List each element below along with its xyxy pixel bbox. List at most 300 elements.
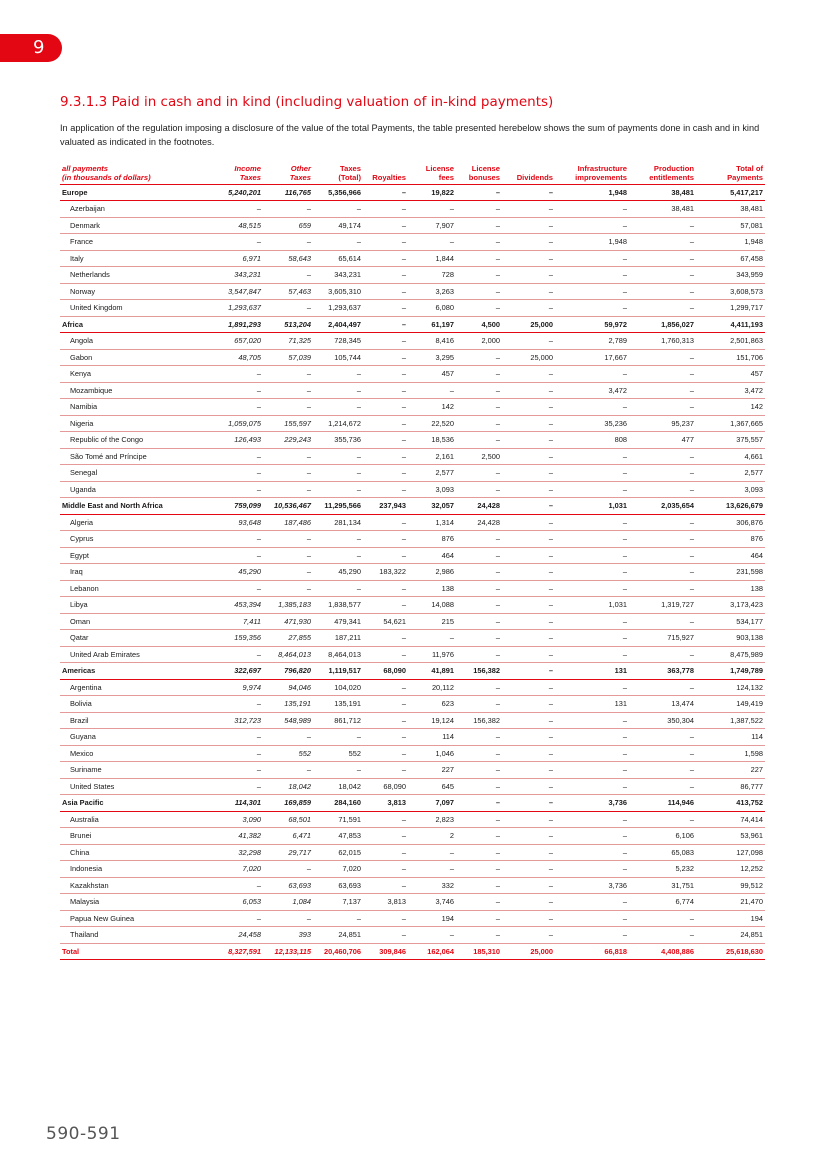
table-cell: – — [401, 303, 406, 312]
table-cell: 2,404,497 — [328, 319, 361, 329]
table-cell: 343,231 — [234, 270, 261, 279]
table-cell: 94,046 — [288, 682, 311, 692]
table-cell: 3,547,847 — [228, 286, 261, 296]
table-cell: – — [548, 336, 553, 345]
header-line-1: Production — [653, 163, 694, 173]
table-cell: 343,959 — [736, 270, 763, 279]
row-label: Papua New Guinea — [70, 913, 135, 923]
table-cell: – — [356, 534, 361, 543]
table-cell: 131 — [614, 666, 627, 675]
table-cell: – — [622, 270, 627, 279]
table-cell: 1,838,577 — [328, 600, 361, 609]
row-label: Netherlands — [70, 270, 110, 279]
row-label: Bolivia — [70, 699, 92, 708]
table-cell: – — [401, 715, 406, 725]
table-cell: 187,486 — [284, 517, 311, 527]
table-row — [60, 465, 765, 482]
table-cell: 796,820 — [284, 666, 311, 675]
table-cell: 114,946 — [667, 798, 694, 807]
table-cell: – — [495, 765, 500, 774]
table-cell: – — [622, 913, 627, 923]
table-cell: – — [622, 633, 627, 642]
table-cell: – — [401, 814, 406, 824]
header-line-2: entitlements — [649, 172, 694, 182]
table-cell: 24,851 — [338, 930, 361, 939]
table-row — [60, 366, 765, 383]
table-cell: – — [548, 748, 553, 758]
table-cell: 552 — [298, 748, 311, 758]
table-cell: – — [622, 831, 627, 840]
table-cell: 53,961 — [740, 831, 763, 840]
table-cell: – — [306, 204, 311, 213]
table-cell: – — [401, 336, 406, 345]
region-row — [60, 184, 765, 201]
row-label: Malaysia — [70, 897, 100, 906]
table-cell: – — [401, 204, 406, 213]
table-cell: – — [622, 583, 627, 593]
table-cell: – — [689, 517, 694, 527]
table-cell: 1,059,075 — [228, 418, 261, 428]
table-cell: – — [622, 369, 627, 378]
table-cell: – — [548, 567, 553, 576]
table-cell: – — [256, 385, 261, 395]
header-line-1: Taxes — [340, 163, 361, 173]
table-cell: – — [689, 649, 694, 659]
chapter-badge: 9 — [0, 34, 62, 62]
table-cell: 48,515 — [238, 220, 261, 230]
table-cell: 183,322 — [379, 567, 406, 576]
table-cell: 8,475,989 — [730, 649, 763, 659]
table-row — [60, 564, 765, 581]
table-cell: 41,891 — [431, 666, 454, 675]
table-cell: – — [622, 649, 627, 659]
row-label: Senegal — [70, 468, 98, 477]
table-cell: 151,706 — [736, 352, 763, 362]
table-cell: – — [548, 831, 553, 840]
table-cell: – — [401, 369, 406, 378]
table-cell: 86,777 — [740, 781, 763, 791]
table-cell: – — [495, 385, 500, 395]
table-row — [60, 861, 765, 878]
table-row — [60, 415, 765, 432]
row-label: Norway — [70, 286, 96, 296]
table-cell: – — [306, 583, 311, 593]
row-label: United Arab Emirates — [70, 649, 140, 659]
table-cell: – — [401, 649, 406, 659]
table-cell: 99,512 — [740, 880, 763, 890]
table-cell: 1,214,672 — [328, 418, 361, 428]
row-label: Oman — [70, 616, 91, 626]
table-cell: 31,751 — [671, 880, 694, 890]
table-cell: 5,232 — [675, 864, 694, 873]
table-cell: – — [401, 748, 406, 758]
table-cell: 759,099 — [234, 501, 261, 510]
table-cell: – — [306, 765, 311, 774]
table-cell: – — [622, 303, 627, 312]
row-label: Asia Pacific — [62, 798, 104, 807]
table-row — [60, 877, 765, 894]
table-row — [60, 613, 765, 630]
table-cell: 6,471 — [292, 831, 311, 840]
table-cell: – — [356, 583, 361, 593]
table-cell: 20,112 — [431, 682, 454, 692]
table-row — [60, 234, 765, 251]
table-cell: – — [548, 715, 553, 725]
table-cell: 659 — [298, 220, 311, 230]
row-label: Algeria — [70, 517, 94, 527]
table-cell: 20,460,706 — [324, 946, 361, 956]
table-cell: – — [401, 352, 406, 362]
table-cell: – — [495, 534, 500, 543]
table-cell: 645 — [441, 781, 454, 791]
payments-table — [60, 162, 765, 960]
table-row — [60, 762, 765, 779]
table-cell: – — [495, 798, 500, 807]
table-cell: – — [495, 814, 500, 824]
table-cell: – — [401, 600, 406, 609]
table-cell: 1,031 — [608, 501, 627, 510]
table-cell: – — [449, 385, 454, 395]
table-cell: – — [548, 583, 553, 593]
table-row — [60, 448, 765, 465]
table-cell: 1,299,717 — [730, 303, 763, 312]
table-cell: – — [689, 237, 694, 246]
table-cell: – — [356, 402, 361, 411]
table-cell: – — [689, 616, 694, 626]
table-cell: – — [548, 187, 553, 197]
table-cell: – — [256, 550, 261, 560]
header-line-2: Royalties — [372, 172, 406, 182]
table-row — [60, 927, 765, 944]
table-cell: 363,778 — [667, 666, 694, 675]
table-cell: – — [401, 583, 406, 593]
table-cell: 3,605,310 — [328, 286, 361, 296]
table-cell: 2,789 — [608, 336, 627, 345]
table-cell: 1,948 — [744, 237, 763, 246]
header-line-2: Payments — [727, 172, 763, 182]
table-cell: 7,020 — [342, 864, 361, 873]
table-cell: 63,693 — [338, 880, 361, 890]
table-cell: 284,160 — [334, 798, 361, 807]
table-cell: – — [548, 633, 553, 642]
table-cell: 116,765 — [284, 187, 311, 197]
header-line-2: improvements — [575, 172, 627, 182]
table-cell: – — [495, 732, 500, 741]
table-cell: – — [548, 204, 553, 213]
table-row — [60, 910, 765, 927]
table-cell: – — [401, 451, 406, 461]
row-label: Australia — [70, 814, 99, 824]
table-cell: – — [256, 484, 261, 494]
table-cell: – — [689, 402, 694, 411]
table-cell: – — [548, 286, 553, 296]
table-cell: – — [495, 484, 500, 494]
table-cell: 1,385,183 — [278, 600, 311, 609]
table-cell: 93,648 — [238, 517, 261, 527]
table-cell: – — [548, 517, 553, 527]
table-cell: 464 — [441, 550, 454, 560]
header-line-2: bonuses — [468, 172, 500, 182]
table-cell: – — [689, 451, 694, 461]
table-cell: 1,891,293 — [228, 319, 261, 329]
table-cell: 155,597 — [284, 418, 311, 428]
table-cell: – — [622, 253, 627, 263]
table-cell: 309,846 — [379, 946, 406, 956]
table-cell: – — [622, 468, 627, 477]
region-row — [60, 498, 765, 515]
table-cell: 1,387,522 — [730, 715, 763, 725]
table-cell: 57,463 — [288, 286, 311, 296]
table-cell: 57,081 — [740, 220, 763, 230]
row-label: Brunei — [70, 831, 92, 840]
table-cell: – — [306, 534, 311, 543]
table-cell: – — [622, 765, 627, 774]
row-label: Argentina — [70, 682, 102, 692]
table-cell: – — [256, 204, 261, 213]
table-cell: 1,293,637 — [228, 303, 261, 312]
table-cell: – — [548, 616, 553, 626]
table-cell: 7,907 — [435, 220, 454, 230]
row-label: Suriname — [70, 765, 102, 774]
table-cell: 22,520 — [431, 418, 454, 428]
table-row — [60, 597, 765, 614]
table-row — [60, 481, 765, 498]
table-cell: 32,057 — [431, 501, 454, 510]
table-cell: – — [548, 847, 553, 857]
table-cell: – — [622, 930, 627, 939]
table-cell: – — [401, 385, 406, 395]
table-cell: – — [401, 435, 406, 444]
table-cell: 1,760,313 — [661, 336, 694, 345]
table-cell: 24,458 — [238, 930, 261, 939]
table-cell: 127,098 — [736, 847, 763, 857]
column-header — [363, 162, 408, 184]
table-cell: 45,290 — [238, 567, 261, 576]
row-label: Mexico — [70, 748, 94, 758]
table-cell: – — [449, 237, 454, 246]
table-cell: 35,236 — [604, 418, 627, 428]
table-cell: 6,080 — [435, 303, 454, 312]
table-cell: – — [622, 682, 627, 692]
table-cell: 54,621 — [383, 616, 406, 626]
header-line-2: Dividends — [516, 172, 553, 182]
table-cell: 25,618,630 — [726, 946, 763, 956]
table-cell: – — [306, 369, 311, 378]
table-cell: – — [689, 765, 694, 774]
column-header — [263, 162, 313, 184]
table-cell: 194 — [750, 913, 763, 923]
header-line-1: Total of — [736, 163, 763, 173]
table-cell: 13,474 — [671, 699, 694, 708]
row-label: Mozambique — [70, 385, 113, 395]
table-cell: 156,382 — [473, 715, 500, 725]
table-cell: – — [256, 369, 261, 378]
table-cell: – — [356, 385, 361, 395]
table-cell: 21,470 — [740, 897, 763, 906]
table-cell: – — [495, 468, 500, 477]
table-cell: 728,345 — [334, 336, 361, 345]
row-label: Libya — [70, 600, 88, 609]
table-cell: – — [306, 451, 311, 461]
total-row — [60, 943, 765, 960]
table-cell: 534,177 — [736, 616, 763, 626]
table-cell: 68,090 — [383, 781, 406, 791]
row-label: Africa — [62, 319, 83, 329]
table-cell: – — [401, 237, 406, 246]
table-cell: – — [495, 897, 500, 906]
table-cell: – — [622, 616, 627, 626]
table-cell: – — [622, 732, 627, 741]
region-row — [60, 795, 765, 812]
table-cell: 457 — [441, 369, 454, 378]
row-label: Angola — [70, 336, 94, 345]
table-cell: 876 — [441, 534, 454, 543]
table-cell: 29,717 — [288, 847, 311, 857]
table-cell: 464 — [750, 550, 763, 560]
region-row — [60, 316, 765, 333]
table-cell: 393 — [298, 930, 311, 939]
table-cell: – — [495, 847, 500, 857]
table-cell: 6,053 — [242, 897, 261, 906]
table-cell: 1,314 — [435, 517, 454, 527]
table-cell: – — [401, 864, 406, 873]
table-cell: – — [548, 930, 553, 939]
table-cell: 728 — [441, 270, 454, 279]
table-cell: 1,367,665 — [730, 418, 763, 428]
table-cell: – — [548, 468, 553, 477]
table-cell: – — [356, 550, 361, 560]
table-cell: 32,298 — [238, 847, 261, 857]
row-label: United Kingdom — [70, 303, 123, 312]
table-row — [60, 778, 765, 795]
table-cell: – — [356, 369, 361, 378]
table-cell: 11,976 — [431, 649, 454, 659]
table-cell: – — [548, 550, 553, 560]
table-cell: 3,090 — [242, 814, 261, 824]
table-cell: 1,749,789 — [730, 666, 763, 675]
table-cell: 4,411,193 — [730, 319, 763, 329]
table-cell: – — [622, 286, 627, 296]
table-cell: 3,472 — [744, 385, 763, 395]
table-cell: – — [622, 451, 627, 461]
table-cell: – — [548, 649, 553, 659]
table-cell: – — [256, 748, 261, 758]
table-row — [60, 679, 765, 696]
table-cell: – — [548, 798, 553, 807]
row-label: United States — [70, 781, 115, 791]
table-row — [60, 580, 765, 597]
table-cell: – — [689, 534, 694, 543]
table-cell: 25,000 — [530, 319, 553, 329]
table-cell: 9,974 — [242, 682, 261, 692]
row-label: Egypt — [70, 550, 89, 560]
table-row — [60, 894, 765, 911]
table-cell: 6,774 — [675, 897, 694, 906]
table-cell: – — [495, 270, 500, 279]
row-label: Kenya — [70, 369, 91, 378]
table-cell: – — [306, 402, 311, 411]
table-cell: 3,813 — [387, 897, 406, 906]
table-cell: – — [548, 732, 553, 741]
table-cell: 281,134 — [334, 517, 361, 527]
table-cell: 12,252 — [740, 864, 763, 873]
table-cell: 876 — [750, 534, 763, 543]
row-label: Denmark — [70, 220, 100, 230]
table-cell: 227 — [441, 765, 454, 774]
table-row — [60, 382, 765, 399]
table-cell: – — [622, 864, 627, 873]
table-cell: – — [256, 732, 261, 741]
table-cell: 8,327,591 — [228, 946, 261, 956]
table-row — [60, 217, 765, 234]
row-label: China — [70, 847, 90, 857]
table-cell: 215 — [441, 616, 454, 626]
table-row — [60, 630, 765, 647]
table-cell: 104,020 — [334, 682, 361, 692]
table-cell: 808 — [614, 435, 627, 444]
table-row — [60, 283, 765, 300]
table-cell: 2,161 — [435, 451, 454, 461]
table-cell: – — [495, 616, 500, 626]
table-cell: – — [548, 781, 553, 791]
table-cell: 715,927 — [667, 633, 694, 642]
row-label: Qatar — [70, 633, 89, 642]
header-line-2: (in thousands of dollars) — [62, 172, 151, 182]
table-cell: – — [495, 748, 500, 758]
table-cell: – — [495, 930, 500, 939]
table-cell: – — [401, 402, 406, 411]
table-cell: 19,124 — [431, 715, 454, 725]
table-cell: 1,856,027 — [661, 319, 694, 329]
table-cell: – — [548, 897, 553, 906]
table-cell: 5,417,217 — [730, 187, 763, 197]
table-cell: 1,031 — [608, 600, 627, 609]
header-line-2: Taxes — [239, 172, 261, 182]
table-cell: – — [401, 253, 406, 263]
table-cell: – — [548, 220, 553, 230]
table-cell: 11,295,566 — [324, 501, 361, 510]
table-cell: 548,989 — [284, 715, 311, 725]
table-cell: – — [401, 913, 406, 923]
table-cell: – — [548, 369, 553, 378]
table-cell: 471,930 — [284, 616, 311, 626]
table-cell: 479,341 — [334, 616, 361, 626]
header-line-1: Infrastructure — [577, 163, 627, 173]
table-cell: 332 — [441, 880, 454, 890]
row-label: Thailand — [70, 930, 99, 939]
table-cell: – — [401, 847, 406, 857]
row-label: Lebanon — [70, 583, 99, 593]
table-cell: – — [622, 204, 627, 213]
table-cell: – — [401, 880, 406, 890]
table-cell: – — [306, 303, 311, 312]
header-all-payments — [60, 162, 215, 184]
table-cell: 903,138 — [736, 633, 763, 642]
row-label: Nigeria — [70, 418, 94, 428]
table-cell: – — [256, 880, 261, 890]
table-cell: 48,705 — [238, 352, 261, 362]
table-cell: – — [548, 534, 553, 543]
table-cell: 355,736 — [334, 435, 361, 444]
table-cell: – — [495, 418, 500, 428]
table-cell: – — [401, 187, 406, 197]
table-cell: – — [622, 847, 627, 857]
table-cell: 25,000 — [530, 946, 553, 956]
table-cell: – — [356, 468, 361, 477]
table-cell: – — [495, 303, 500, 312]
row-label: Indonesia — [70, 864, 103, 873]
table-cell: – — [689, 286, 694, 296]
